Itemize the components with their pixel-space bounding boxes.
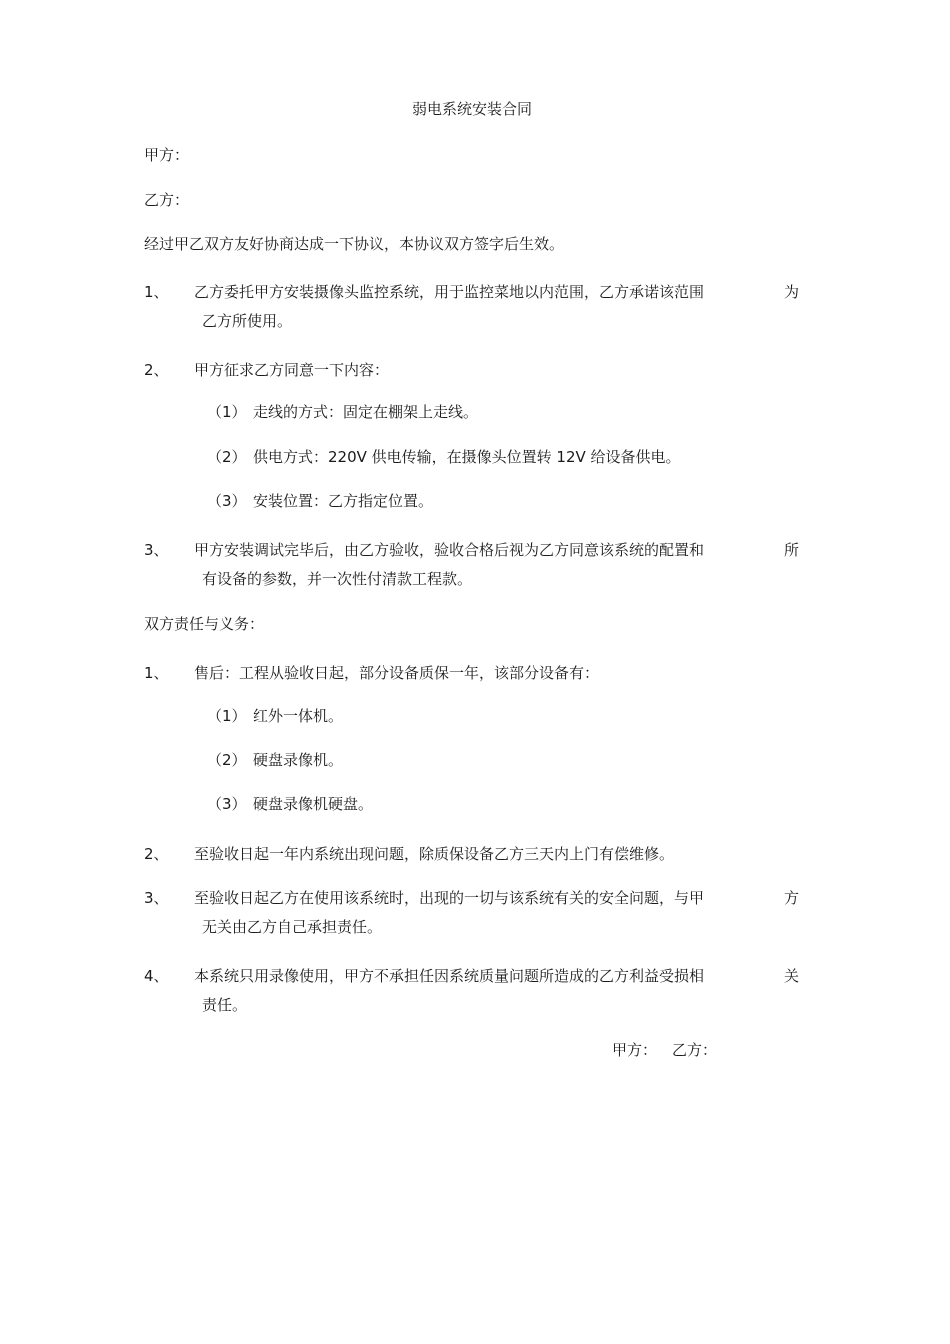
clause-text-continued: 责任。 bbox=[202, 996, 248, 1014]
subitem-text: 红外一体机。 bbox=[253, 707, 344, 725]
subitem-text: 硬盘录像机硬盘。 bbox=[253, 795, 374, 813]
clause-number: 3、 bbox=[144, 541, 169, 559]
party-b-label: 乙方： bbox=[144, 191, 190, 209]
clause-text: 甲方安装调试完毕后，由乙方验收，验收合格后视为乙方同意该系统的配置和 bbox=[194, 541, 705, 559]
document-title: 弱电系统安装合同 bbox=[411, 100, 532, 118]
clause-text: 本系统只用录像使用，甲方不承担任因系统质量问题所造成的乙方利益受损相 bbox=[194, 967, 705, 985]
subitem-number: （1） bbox=[207, 403, 247, 421]
clause-text: 甲方征求乙方同意一下内容： bbox=[194, 361, 390, 379]
clause-number: 1、 bbox=[144, 664, 169, 682]
clause-text: 至验收日起乙方在使用该系统时，出现的一切与该系统有关的安全问题，与甲 bbox=[194, 889, 705, 907]
clause-number: 2、 bbox=[144, 361, 169, 379]
signature-party-b: 乙方： bbox=[672, 1041, 718, 1059]
clause-text: 至验收日起一年内系统出现问题，除质保设备乙方三天内上门有偿维修。 bbox=[194, 845, 675, 863]
signature-party-a: 甲方： bbox=[612, 1041, 658, 1059]
subitem-text: 硬盘录像机。 bbox=[253, 751, 344, 769]
clause-text-continued: 有设备的参数，并一次性付清款工程款。 bbox=[202, 570, 473, 588]
subitem-number: （3） bbox=[207, 492, 247, 510]
duties-heading: 双方责任与义务： bbox=[144, 615, 265, 633]
clause-text: 售后：工程从验收日起，部分设备质保一年，该部分设备有： bbox=[194, 664, 600, 682]
clause-text-tail: 所 bbox=[784, 541, 800, 559]
clause-text-continued: 无关由乙方自己承担责任。 bbox=[202, 918, 383, 936]
clause-number: 2、 bbox=[144, 845, 169, 863]
intro-paragraph: 经过甲乙双方友好协商达成一下协议，本协议双方签字后生效。 bbox=[144, 235, 565, 253]
subitem-text: 安装位置：乙方指定位置。 bbox=[253, 492, 434, 510]
clause-text-tail: 关 bbox=[784, 967, 800, 985]
subitem-number: （2） bbox=[207, 751, 247, 769]
clause-text: 乙方委托甲方安装摄像头监控系统，用于监控菜地以内范围，乙方承诺该范围 bbox=[194, 283, 705, 301]
clause-text-tail: 为 bbox=[784, 283, 800, 301]
subitem-number: （3） bbox=[207, 795, 247, 813]
subitem-number: （1） bbox=[207, 707, 247, 725]
clause-number: 4、 bbox=[144, 967, 169, 985]
subitem-number: （2） bbox=[207, 448, 247, 466]
clause-number: 3、 bbox=[144, 889, 169, 907]
clause-number: 1、 bbox=[144, 283, 169, 301]
party-a-label: 甲方： bbox=[144, 146, 190, 164]
clause-text-tail: 方 bbox=[784, 889, 800, 907]
subitem-text: 走线的方式：固定在棚架上走线。 bbox=[253, 403, 479, 421]
clause-text-continued: 乙方所使用。 bbox=[202, 312, 293, 330]
subitem-text: 供电方式：220V 供电传输，在摄像头位置转 12V 给设备供电。 bbox=[253, 448, 681, 466]
